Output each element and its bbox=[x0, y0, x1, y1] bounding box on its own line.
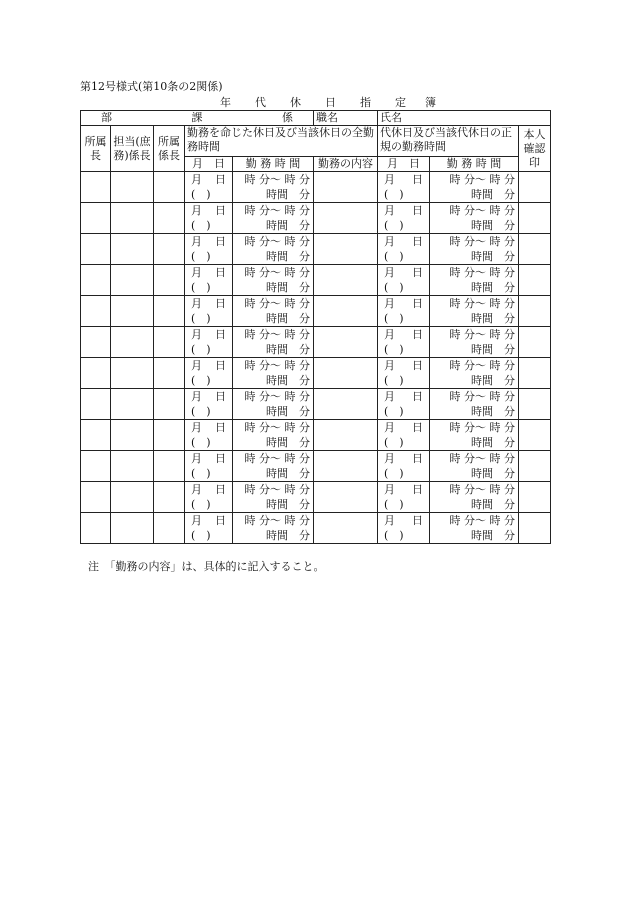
time-range-label: 時 分～ 時 分 bbox=[244, 421, 311, 434]
time-subheader: 勤 務 時 間 bbox=[233, 157, 314, 172]
tanto-stamp-cell[interactable] bbox=[111, 513, 154, 544]
position-cell[interactable] bbox=[314, 111, 378, 126]
work-time-cell[interactable] bbox=[233, 327, 314, 358]
substitute-time-cell[interactable] bbox=[430, 389, 519, 420]
tanto-stamp-cell[interactable] bbox=[111, 327, 154, 358]
month-label: 月 bbox=[384, 297, 396, 310]
kakaricho-stamp-cell[interactable] bbox=[154, 358, 185, 389]
work-time-cell[interactable] bbox=[233, 513, 314, 544]
kakaricho-stamp-cell[interactable] bbox=[154, 513, 185, 544]
hours-label: 時間 分 bbox=[266, 529, 311, 542]
work-time-cell[interactable] bbox=[233, 296, 314, 327]
hours-label: 時間 分 bbox=[266, 436, 311, 449]
tanto-stamp-cell[interactable] bbox=[111, 482, 154, 513]
work-time-cell[interactable] bbox=[233, 451, 314, 482]
weekday-paren: ( ) bbox=[191, 250, 211, 263]
day-label: 日 bbox=[412, 390, 424, 403]
work-time-cell[interactable] bbox=[233, 172, 314, 203]
time-range-label: 時 分～ 時 分 bbox=[244, 390, 311, 403]
day-label: 日 bbox=[215, 514, 226, 527]
kakaricho-stamp-cell[interactable] bbox=[154, 265, 185, 296]
hours-label: 時間 分 bbox=[266, 498, 311, 511]
work-content-cell[interactable] bbox=[314, 172, 378, 203]
kakaricho-stamp-cell[interactable] bbox=[154, 203, 185, 234]
day-label: 日 bbox=[215, 266, 226, 279]
honnin-stamp-cell[interactable] bbox=[519, 327, 551, 358]
time-range-label: 時 分～ 時 分 bbox=[244, 514, 311, 527]
substitute-time-cell[interactable] bbox=[430, 296, 519, 327]
shozokucho-stamp-cell[interactable] bbox=[81, 451, 111, 482]
weekday-paren: ( ) bbox=[384, 405, 404, 418]
shozokucho-stamp-cell[interactable] bbox=[81, 234, 111, 265]
tanto-stamp-cell[interactable] bbox=[111, 172, 154, 203]
sub-time-subheader: 勤 務 時 間 bbox=[430, 157, 519, 172]
weekday-paren: ( ) bbox=[191, 529, 211, 542]
weekday-paren: ( ) bbox=[384, 281, 404, 294]
weekday-paren: ( ) bbox=[191, 467, 211, 480]
work-time-cell[interactable] bbox=[233, 203, 314, 234]
day-label: 日 bbox=[412, 235, 424, 248]
honnin-stamp-cell[interactable] bbox=[519, 234, 551, 265]
month-label: 月 bbox=[191, 204, 202, 217]
weekday-paren: ( ) bbox=[384, 467, 404, 480]
month-label: 月 bbox=[191, 328, 202, 341]
tanto-header: 担当(庶務)係長 bbox=[111, 126, 154, 172]
shozokucho-stamp-cell[interactable] bbox=[81, 358, 111, 389]
time-range-label: 時 分～ 時 分 bbox=[244, 452, 311, 465]
month-label: 月 bbox=[191, 266, 202, 279]
month-label: 月 bbox=[384, 514, 396, 527]
work-content-cell[interactable] bbox=[314, 203, 378, 234]
work-content-cell[interactable] bbox=[314, 420, 378, 451]
time-range-label: 時 分～ 時 分 bbox=[449, 266, 516, 279]
hours-label: 時間 分 bbox=[471, 188, 516, 201]
day-label: 日 bbox=[412, 328, 424, 341]
day-label: 日 bbox=[215, 421, 226, 434]
substitute-time-cell[interactable] bbox=[430, 482, 519, 513]
work-time-cell[interactable] bbox=[233, 482, 314, 513]
time-range-label: 時 分～ 時 分 bbox=[244, 297, 311, 310]
substitute-time-cell[interactable] bbox=[430, 172, 519, 203]
weekday-paren: ( ) bbox=[384, 343, 404, 356]
time-range-label: 時 分～ 時 分 bbox=[244, 359, 311, 372]
day-label: 日 bbox=[215, 390, 226, 403]
shozokucho-stamp-cell[interactable] bbox=[81, 327, 111, 358]
shozokucho-stamp-cell[interactable] bbox=[81, 172, 111, 203]
table-row bbox=[81, 234, 551, 265]
kakaricho-stamp-cell[interactable] bbox=[154, 234, 185, 265]
tanto-stamp-cell[interactable] bbox=[111, 358, 154, 389]
date-subheader: 月 日 bbox=[185, 157, 233, 172]
day-label: 日 bbox=[215, 359, 226, 372]
holiday-designation-table bbox=[80, 110, 551, 544]
tanto-stamp-cell[interactable] bbox=[111, 420, 154, 451]
day-label: 日 bbox=[412, 514, 424, 527]
substitute-time-cell[interactable] bbox=[430, 234, 519, 265]
substitute-date-cell[interactable] bbox=[378, 265, 430, 296]
hours-label: 時間 分 bbox=[471, 281, 516, 294]
weekday-paren: ( ) bbox=[384, 498, 404, 511]
day-label: 日 bbox=[215, 204, 226, 217]
department-cell[interactable] bbox=[81, 111, 314, 126]
work-time-cell[interactable] bbox=[233, 358, 314, 389]
weekday-paren: ( ) bbox=[191, 436, 211, 449]
time-range-label: 時 分～ 時 分 bbox=[244, 328, 311, 341]
shozokucho-stamp-cell[interactable] bbox=[81, 265, 111, 296]
honnin-stamp-cell[interactable] bbox=[519, 482, 551, 513]
month-label: 月 bbox=[384, 204, 396, 217]
title-char: 簿 bbox=[425, 96, 436, 109]
kakaricho-stamp-cell[interactable] bbox=[154, 296, 185, 327]
table-row bbox=[81, 358, 551, 389]
honnin-stamp-cell[interactable] bbox=[519, 358, 551, 389]
tanto-stamp-cell[interactable] bbox=[111, 265, 154, 296]
work-date-cell[interactable] bbox=[185, 296, 233, 327]
hours-label: 時間 分 bbox=[471, 529, 516, 542]
sub-date-subheader: 月 日 bbox=[378, 157, 430, 172]
time-range-label: 時 分～ 時 分 bbox=[449, 483, 516, 496]
weekday-paren: ( ) bbox=[191, 343, 211, 356]
hours-label: 時間 分 bbox=[266, 467, 311, 480]
day-label: 日 bbox=[215, 297, 226, 310]
time-range-label: 時 分～ 時 分 bbox=[449, 297, 516, 310]
month-label: 月 bbox=[384, 235, 396, 248]
work-content-cell[interactable] bbox=[314, 296, 378, 327]
kakari-label: 係 bbox=[282, 111, 293, 124]
substitute-time-cell[interactable] bbox=[430, 358, 519, 389]
substitute-header: 代休日及び当該代休日の正規の勤務時間 bbox=[378, 126, 519, 157]
table-row bbox=[81, 172, 551, 203]
day-label: 日 bbox=[412, 173, 424, 186]
tanto-stamp-cell[interactable] bbox=[111, 296, 154, 327]
month-label: 月 bbox=[191, 173, 202, 186]
shozokucho-stamp-cell[interactable] bbox=[81, 420, 111, 451]
month-label: 月 bbox=[384, 359, 396, 372]
table-row bbox=[81, 203, 551, 234]
day-label: 日 bbox=[412, 359, 424, 372]
honnin-header: 本人確認印 bbox=[519, 126, 551, 172]
tanto-stamp-cell[interactable] bbox=[111, 389, 154, 420]
table-row bbox=[81, 327, 551, 358]
work-date-cell[interactable] bbox=[185, 482, 233, 513]
hours-label: 時間 分 bbox=[266, 312, 311, 325]
hours-label: 時間 分 bbox=[266, 219, 311, 232]
substitute-time-cell[interactable] bbox=[430, 451, 519, 482]
work-date-cell[interactable] bbox=[185, 389, 233, 420]
hours-label: 時間 分 bbox=[266, 188, 311, 201]
table-row bbox=[81, 296, 551, 327]
time-range-label: 時 分～ 時 分 bbox=[244, 204, 311, 217]
hours-label: 時間 分 bbox=[266, 374, 311, 387]
table-row bbox=[81, 389, 551, 420]
kakaricho-stamp-cell[interactable] bbox=[154, 172, 185, 203]
substitute-date-cell[interactable] bbox=[378, 203, 430, 234]
substitute-date-cell[interactable] bbox=[378, 296, 430, 327]
shozokucho-stamp-cell[interactable] bbox=[81, 203, 111, 234]
kakaricho-stamp-cell[interactable] bbox=[154, 451, 185, 482]
hours-label: 時間 分 bbox=[471, 405, 516, 418]
month-label: 月 bbox=[384, 421, 396, 434]
work-time-cell[interactable] bbox=[233, 234, 314, 265]
hours-label: 時間 分 bbox=[471, 436, 516, 449]
day-label: 日 bbox=[215, 452, 226, 465]
substitute-date-cell[interactable] bbox=[378, 358, 430, 389]
month-label: 月 bbox=[384, 328, 396, 341]
substitute-date-cell[interactable] bbox=[378, 327, 430, 358]
bu-label: 部 bbox=[101, 111, 112, 124]
time-range-label: 時 分～ 時 分 bbox=[449, 514, 516, 527]
time-range-label: 時 分～ 時 分 bbox=[244, 173, 311, 186]
time-range-label: 時 分～ 時 分 bbox=[244, 235, 311, 248]
shimei-label: 氏名 bbox=[380, 111, 403, 124]
day-label: 日 bbox=[412, 421, 424, 434]
month-label: 月 bbox=[384, 483, 396, 496]
weekday-paren: ( ) bbox=[384, 436, 404, 449]
weekday-paren: ( ) bbox=[191, 219, 211, 232]
honnin-stamp-cell[interactable] bbox=[519, 203, 551, 234]
day-label: 日 bbox=[215, 173, 226, 186]
kakaricho-stamp-cell[interactable] bbox=[154, 389, 185, 420]
shozokucho-stamp-cell[interactable] bbox=[81, 482, 111, 513]
day-label: 日 bbox=[215, 483, 226, 496]
table-row bbox=[81, 513, 551, 544]
time-range-label: 時 分～ 時 分 bbox=[449, 359, 516, 372]
month-label: 月 bbox=[384, 173, 396, 186]
work-date-cell[interactable] bbox=[185, 358, 233, 389]
time-range-label: 時 分～ 時 分 bbox=[449, 328, 516, 341]
hours-label: 時間 分 bbox=[471, 374, 516, 387]
work-time-cell[interactable] bbox=[233, 420, 314, 451]
tanto-stamp-cell[interactable] bbox=[111, 203, 154, 234]
substitute-time-cell[interactable] bbox=[430, 327, 519, 358]
title-char: 指 bbox=[360, 96, 371, 109]
month-label: 月 bbox=[191, 235, 202, 248]
work-content-cell[interactable] bbox=[314, 389, 378, 420]
honnin-stamp-cell[interactable] bbox=[519, 296, 551, 327]
work-content-cell[interactable] bbox=[314, 451, 378, 482]
work-date-cell[interactable] bbox=[185, 234, 233, 265]
month-label: 月 bbox=[191, 359, 202, 372]
month-label: 月 bbox=[191, 297, 202, 310]
weekday-paren: ( ) bbox=[191, 405, 211, 418]
hours-label: 時間 分 bbox=[471, 498, 516, 511]
hours-label: 時間 分 bbox=[471, 467, 516, 480]
work-holiday-header: 勤務を命じた休日及び当該休日の全勤務時間 bbox=[185, 126, 378, 157]
weekday-paren: ( ) bbox=[384, 188, 404, 201]
day-label: 日 bbox=[412, 483, 424, 496]
shozokucho-stamp-cell[interactable] bbox=[81, 296, 111, 327]
work-content-cell[interactable] bbox=[314, 482, 378, 513]
substitute-date-cell[interactable] bbox=[378, 513, 430, 544]
title-char: 代 bbox=[255, 96, 266, 109]
time-range-label: 時 分～ 時 分 bbox=[449, 390, 516, 403]
shozokucho-stamp-cell[interactable] bbox=[81, 389, 111, 420]
substitute-time-cell[interactable] bbox=[430, 203, 519, 234]
title-char: 定 bbox=[395, 96, 406, 109]
shozokucho-stamp-cell[interactable] bbox=[81, 513, 111, 544]
day-label: 日 bbox=[215, 235, 226, 248]
day-label: 日 bbox=[215, 328, 226, 341]
honnin-stamp-cell[interactable] bbox=[519, 389, 551, 420]
month-label: 月 bbox=[191, 421, 202, 434]
form-number: 第12号様式(第10条の2関係) bbox=[80, 80, 223, 93]
day-label: 日 bbox=[412, 297, 424, 310]
hours-label: 時間 分 bbox=[266, 405, 311, 418]
hours-label: 時間 分 bbox=[266, 281, 311, 294]
substitute-time-cell[interactable] bbox=[430, 420, 519, 451]
shozoku-kakaricho-header: 所属係長 bbox=[154, 126, 185, 172]
weekday-paren: ( ) bbox=[191, 312, 211, 325]
substitute-date-cell[interactable] bbox=[378, 420, 430, 451]
weekday-paren: ( ) bbox=[384, 250, 404, 263]
month-label: 月 bbox=[191, 390, 202, 403]
day-label: 日 bbox=[412, 266, 424, 279]
title-char: 年 bbox=[220, 96, 231, 109]
work-date-cell[interactable] bbox=[185, 172, 233, 203]
kakaricho-stamp-cell[interactable] bbox=[154, 482, 185, 513]
substitute-date-cell[interactable] bbox=[378, 389, 430, 420]
work-time-cell[interactable] bbox=[233, 389, 314, 420]
work-time-cell[interactable] bbox=[233, 265, 314, 296]
time-range-label: 時 分～ 時 分 bbox=[449, 452, 516, 465]
month-label: 月 bbox=[384, 266, 396, 279]
tanto-stamp-cell[interactable] bbox=[111, 451, 154, 482]
substitute-date-cell[interactable] bbox=[378, 234, 430, 265]
time-range-label: 時 分～ 時 分 bbox=[449, 235, 516, 248]
kakaricho-stamp-cell[interactable] bbox=[154, 420, 185, 451]
substitute-time-cell[interactable] bbox=[430, 513, 519, 544]
hours-label: 時間 分 bbox=[471, 343, 516, 356]
ka-label: 課 bbox=[191, 111, 203, 124]
month-label: 月 bbox=[384, 452, 396, 465]
hours-label: 時間 分 bbox=[266, 343, 311, 356]
shozokucho-header: 所属長 bbox=[81, 126, 111, 172]
month-label: 月 bbox=[384, 390, 396, 403]
work-content-cell[interactable] bbox=[314, 265, 378, 296]
time-range-label: 時 分～ 時 分 bbox=[449, 421, 516, 434]
work-date-cell[interactable] bbox=[185, 327, 233, 358]
shokumei-label: 職名 bbox=[316, 111, 339, 124]
hours-label: 時間 分 bbox=[266, 250, 311, 263]
kakaricho-stamp-cell[interactable] bbox=[154, 327, 185, 358]
honnin-stamp-cell[interactable] bbox=[519, 420, 551, 451]
work-content-cell[interactable] bbox=[314, 513, 378, 544]
weekday-paren: ( ) bbox=[384, 374, 404, 387]
weekday-paren: ( ) bbox=[191, 188, 211, 201]
honnin-stamp-cell[interactable] bbox=[519, 265, 551, 296]
time-range-label: 時 分～ 時 分 bbox=[449, 204, 516, 217]
title-char: 休 bbox=[290, 96, 301, 109]
month-label: 月 bbox=[191, 514, 202, 527]
work-content-cell[interactable] bbox=[314, 234, 378, 265]
content-subheader: 勤務の内容 bbox=[314, 157, 378, 172]
hours-label: 時間 分 bbox=[471, 219, 516, 232]
honnin-stamp-cell[interactable] bbox=[519, 513, 551, 544]
honnin-stamp-cell[interactable] bbox=[519, 172, 551, 203]
tanto-stamp-cell[interactable] bbox=[111, 234, 154, 265]
work-date-cell[interactable] bbox=[185, 203, 233, 234]
hours-label: 時間 分 bbox=[471, 312, 516, 325]
time-range-label: 時 分～ 時 分 bbox=[244, 483, 311, 496]
weekday-paren: ( ) bbox=[191, 374, 211, 387]
day-label: 日 bbox=[412, 452, 424, 465]
work-date-cell[interactable] bbox=[185, 265, 233, 296]
work-content-cell[interactable] bbox=[314, 327, 378, 358]
weekday-paren: ( ) bbox=[191, 498, 211, 511]
time-range-label: 時 分～ 時 分 bbox=[449, 173, 516, 186]
substitute-date-cell[interactable] bbox=[378, 482, 430, 513]
month-label: 月 bbox=[191, 483, 202, 496]
honnin-stamp-cell[interactable] bbox=[519, 451, 551, 482]
work-content-cell[interactable] bbox=[314, 358, 378, 389]
weekday-paren: ( ) bbox=[384, 219, 404, 232]
work-date-cell[interactable] bbox=[185, 513, 233, 544]
time-range-label: 時 分～ 時 分 bbox=[244, 266, 311, 279]
work-date-cell[interactable] bbox=[185, 420, 233, 451]
table-row bbox=[81, 482, 551, 513]
hours-label: 時間 分 bbox=[471, 250, 516, 263]
substitute-date-cell[interactable] bbox=[378, 172, 430, 203]
weekday-paren: ( ) bbox=[384, 529, 404, 542]
name-cell[interactable] bbox=[378, 111, 551, 126]
work-date-cell[interactable] bbox=[185, 451, 233, 482]
table-row bbox=[81, 265, 551, 296]
weekday-paren: ( ) bbox=[191, 281, 211, 294]
title-char: 日 bbox=[325, 96, 336, 109]
month-label: 月 bbox=[191, 452, 202, 465]
substitute-time-cell[interactable] bbox=[430, 265, 519, 296]
table-row bbox=[81, 420, 551, 451]
day-label: 日 bbox=[412, 204, 424, 217]
weekday-paren: ( ) bbox=[384, 312, 404, 325]
substitute-date-cell[interactable] bbox=[378, 451, 430, 482]
table-row bbox=[81, 451, 551, 482]
footnote: 注 「勤務の内容」は、具体的に記入すること。 bbox=[88, 560, 325, 573]
